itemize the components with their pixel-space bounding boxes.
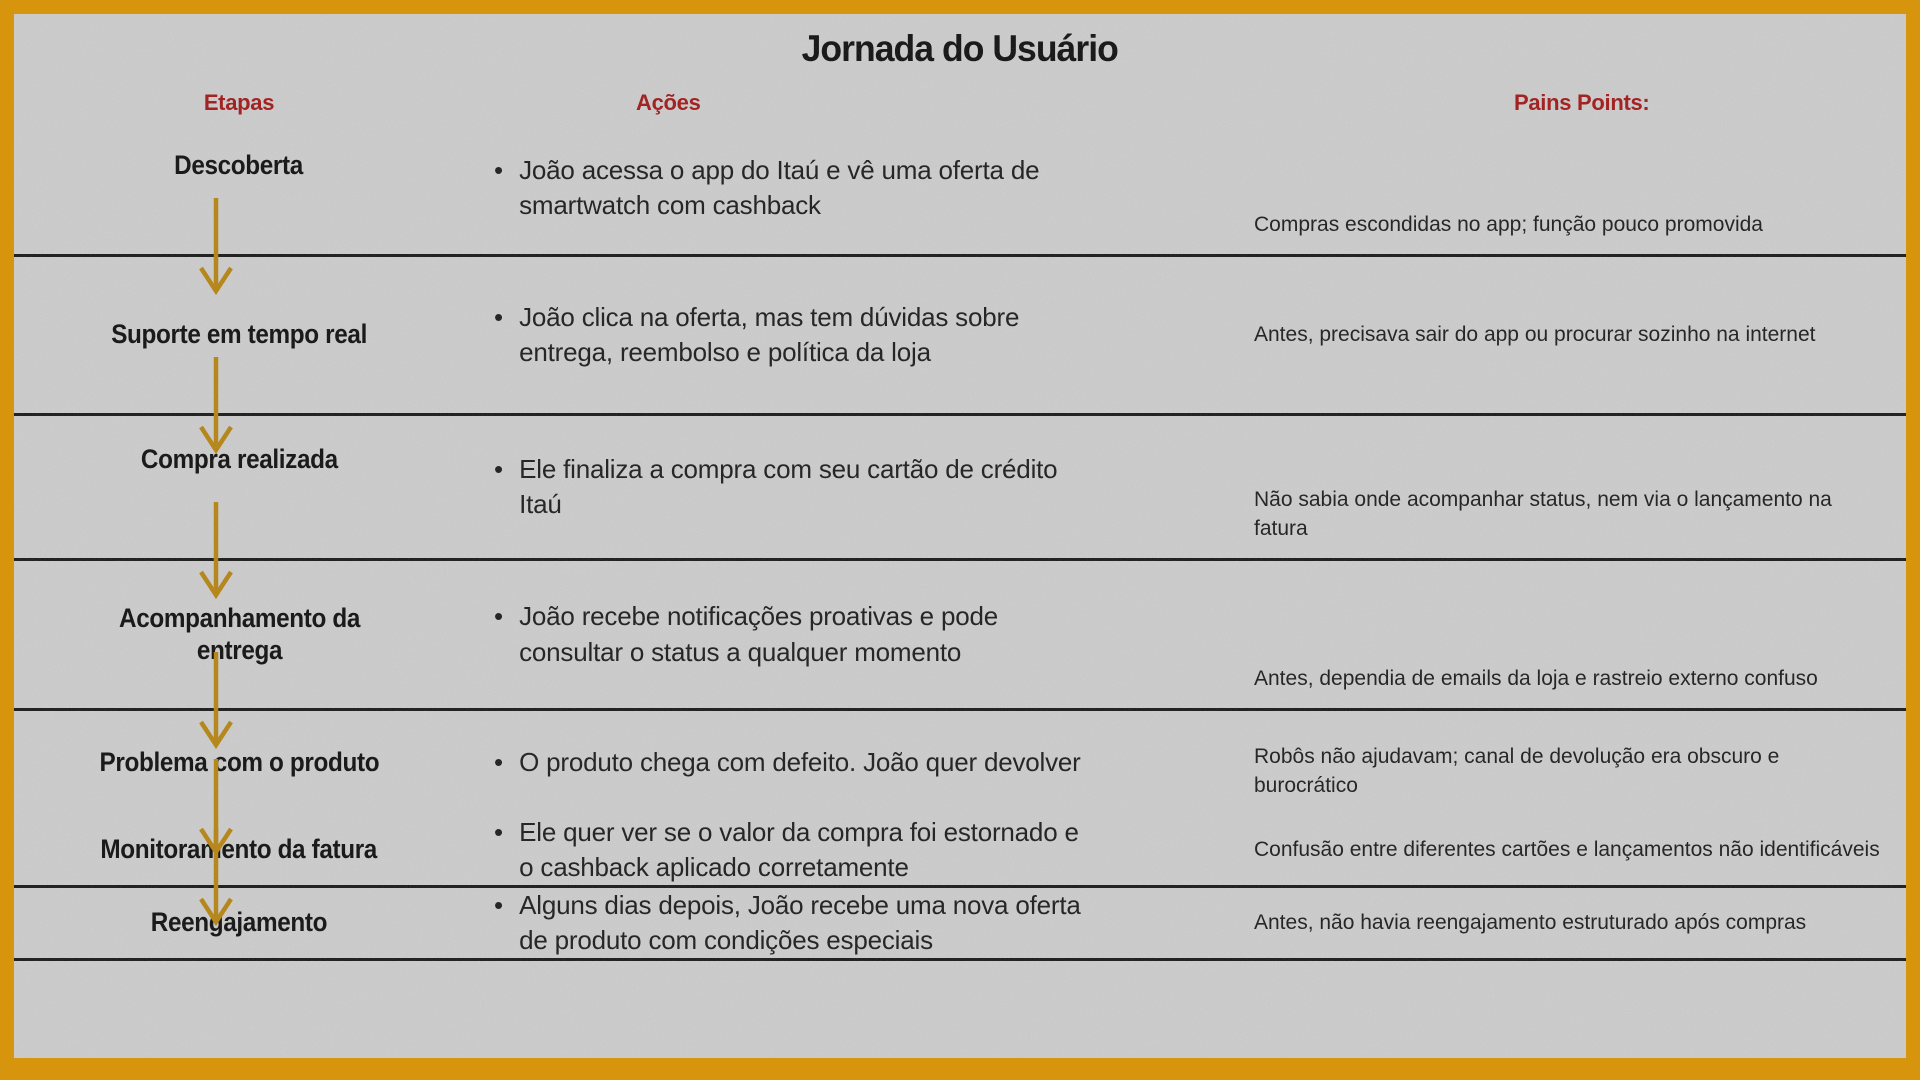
stage-cell (14, 711, 464, 815)
action-cell (464, 561, 1084, 708)
action-cell (464, 257, 1084, 413)
pain-cell (1084, 888, 1906, 958)
stage-name: Problema com o produto (99, 747, 379, 778)
bullet-icon: • (494, 601, 504, 632)
column-header-acoes: Ações (636, 90, 701, 115)
action-text: João acessa o app do Itaú e vê uma oferta de smartwatch com cashback (519, 154, 1040, 220)
stage-name: Monitoramento da fatura (100, 834, 378, 865)
action-item (494, 300, 1084, 370)
pain-text: Não sabia onde acompanhar status, nem via o lançamento na fatura (1254, 488, 1832, 541)
column-header-etapas: Etapas (203, 90, 275, 115)
stage-name: Suporte em tempo real (111, 319, 367, 350)
bullet-icon: • (494, 817, 504, 847)
stage-name: Compra realizada (140, 444, 338, 474)
down-arrow-icon (196, 827, 236, 927)
bullet-icon: • (494, 154, 504, 185)
stage-name: Descoberta (174, 150, 304, 180)
down-arrow-icon (196, 500, 236, 600)
action-item (494, 745, 1081, 780)
action-text: Ele quer ver se o valor da compra foi estornado e o cashback aplicado corretamente (519, 817, 1079, 883)
action-item (494, 452, 1084, 522)
action-item (494, 888, 1084, 958)
stage-cell (14, 561, 464, 708)
journey-row-monitoramento (14, 815, 1906, 888)
action-text: Ele finaliza a compra com seu cartão de crédito Itaú (519, 453, 1058, 519)
pain-text: Compras escondidas no app; função pouco promovida (1254, 213, 1763, 237)
journey-row-compra (14, 416, 1906, 561)
down-arrow-icon (196, 196, 236, 296)
journey-row-reengajamento (14, 888, 1906, 961)
down-arrow-icon (196, 355, 236, 455)
pain-cell (1084, 122, 1906, 254)
pain-text: Robôs não ajudavam; canal de devolução era obscuro e burocrático (1254, 745, 1780, 798)
pain-text: Confusão entre diferentes cartões e lançamentos não identificáveis (1254, 837, 1880, 861)
action-cell (464, 711, 1084, 815)
pain-cell (1084, 711, 1906, 815)
page-title: Jornada do Usuário (801, 28, 1119, 69)
action-text: João clica na oferta, mas tem dúvidas sobre entrega, reembolso e política da loja (519, 301, 1020, 367)
stage-cell (14, 888, 464, 958)
stage-name: Acompanhamento da entrega (118, 602, 360, 665)
action-cell (464, 815, 1084, 885)
action-cell (464, 888, 1084, 958)
title-band (14, 14, 1906, 84)
action-text: O produto chega com defeito. João quer devolver (519, 747, 1081, 778)
journey-row-suporte (14, 257, 1906, 416)
stage-cell (14, 122, 464, 254)
column-header-pains: Pains Points: (1514, 90, 1650, 115)
down-arrow-icon (196, 650, 236, 750)
pain-cell (1084, 561, 1906, 708)
stage-cell (14, 815, 464, 885)
action-text: Alguns dias depois, João recebe uma nova oferta de produto com condições especiais (519, 890, 1081, 956)
journey-row-descoberta (14, 122, 1906, 257)
pain-cell (1084, 815, 1906, 885)
action-cell (464, 416, 1084, 558)
pain-text: Antes, não havia reengajamento estruturado após compras (1254, 910, 1807, 934)
action-item (494, 153, 1084, 223)
action-item (494, 599, 1084, 669)
column-headers (14, 84, 1906, 122)
pain-cell (1084, 416, 1906, 558)
action-cell (464, 122, 1084, 254)
bullet-icon: • (494, 301, 504, 332)
pain-text: Antes, dependia de emails da loja e rastreio externo confuso (1254, 667, 1818, 691)
pain-text: Antes, precisava sair do app ou procurar sozinho na internet (1254, 322, 1816, 346)
stage-cell (14, 257, 464, 413)
bullet-icon: • (494, 747, 504, 778)
action-text: João recebe notificações proativas e pode consultar o status a qualquer momento (519, 601, 999, 667)
action-item (494, 815, 1084, 885)
bullet-icon: • (494, 890, 504, 921)
stage-name: Reengajamento (150, 907, 328, 938)
journey-row-problema (14, 711, 1906, 815)
bullet-icon: • (494, 453, 504, 484)
journey-row-acompanhamento (14, 561, 1906, 711)
pain-cell (1084, 257, 1906, 413)
stage-cell (14, 416, 464, 558)
